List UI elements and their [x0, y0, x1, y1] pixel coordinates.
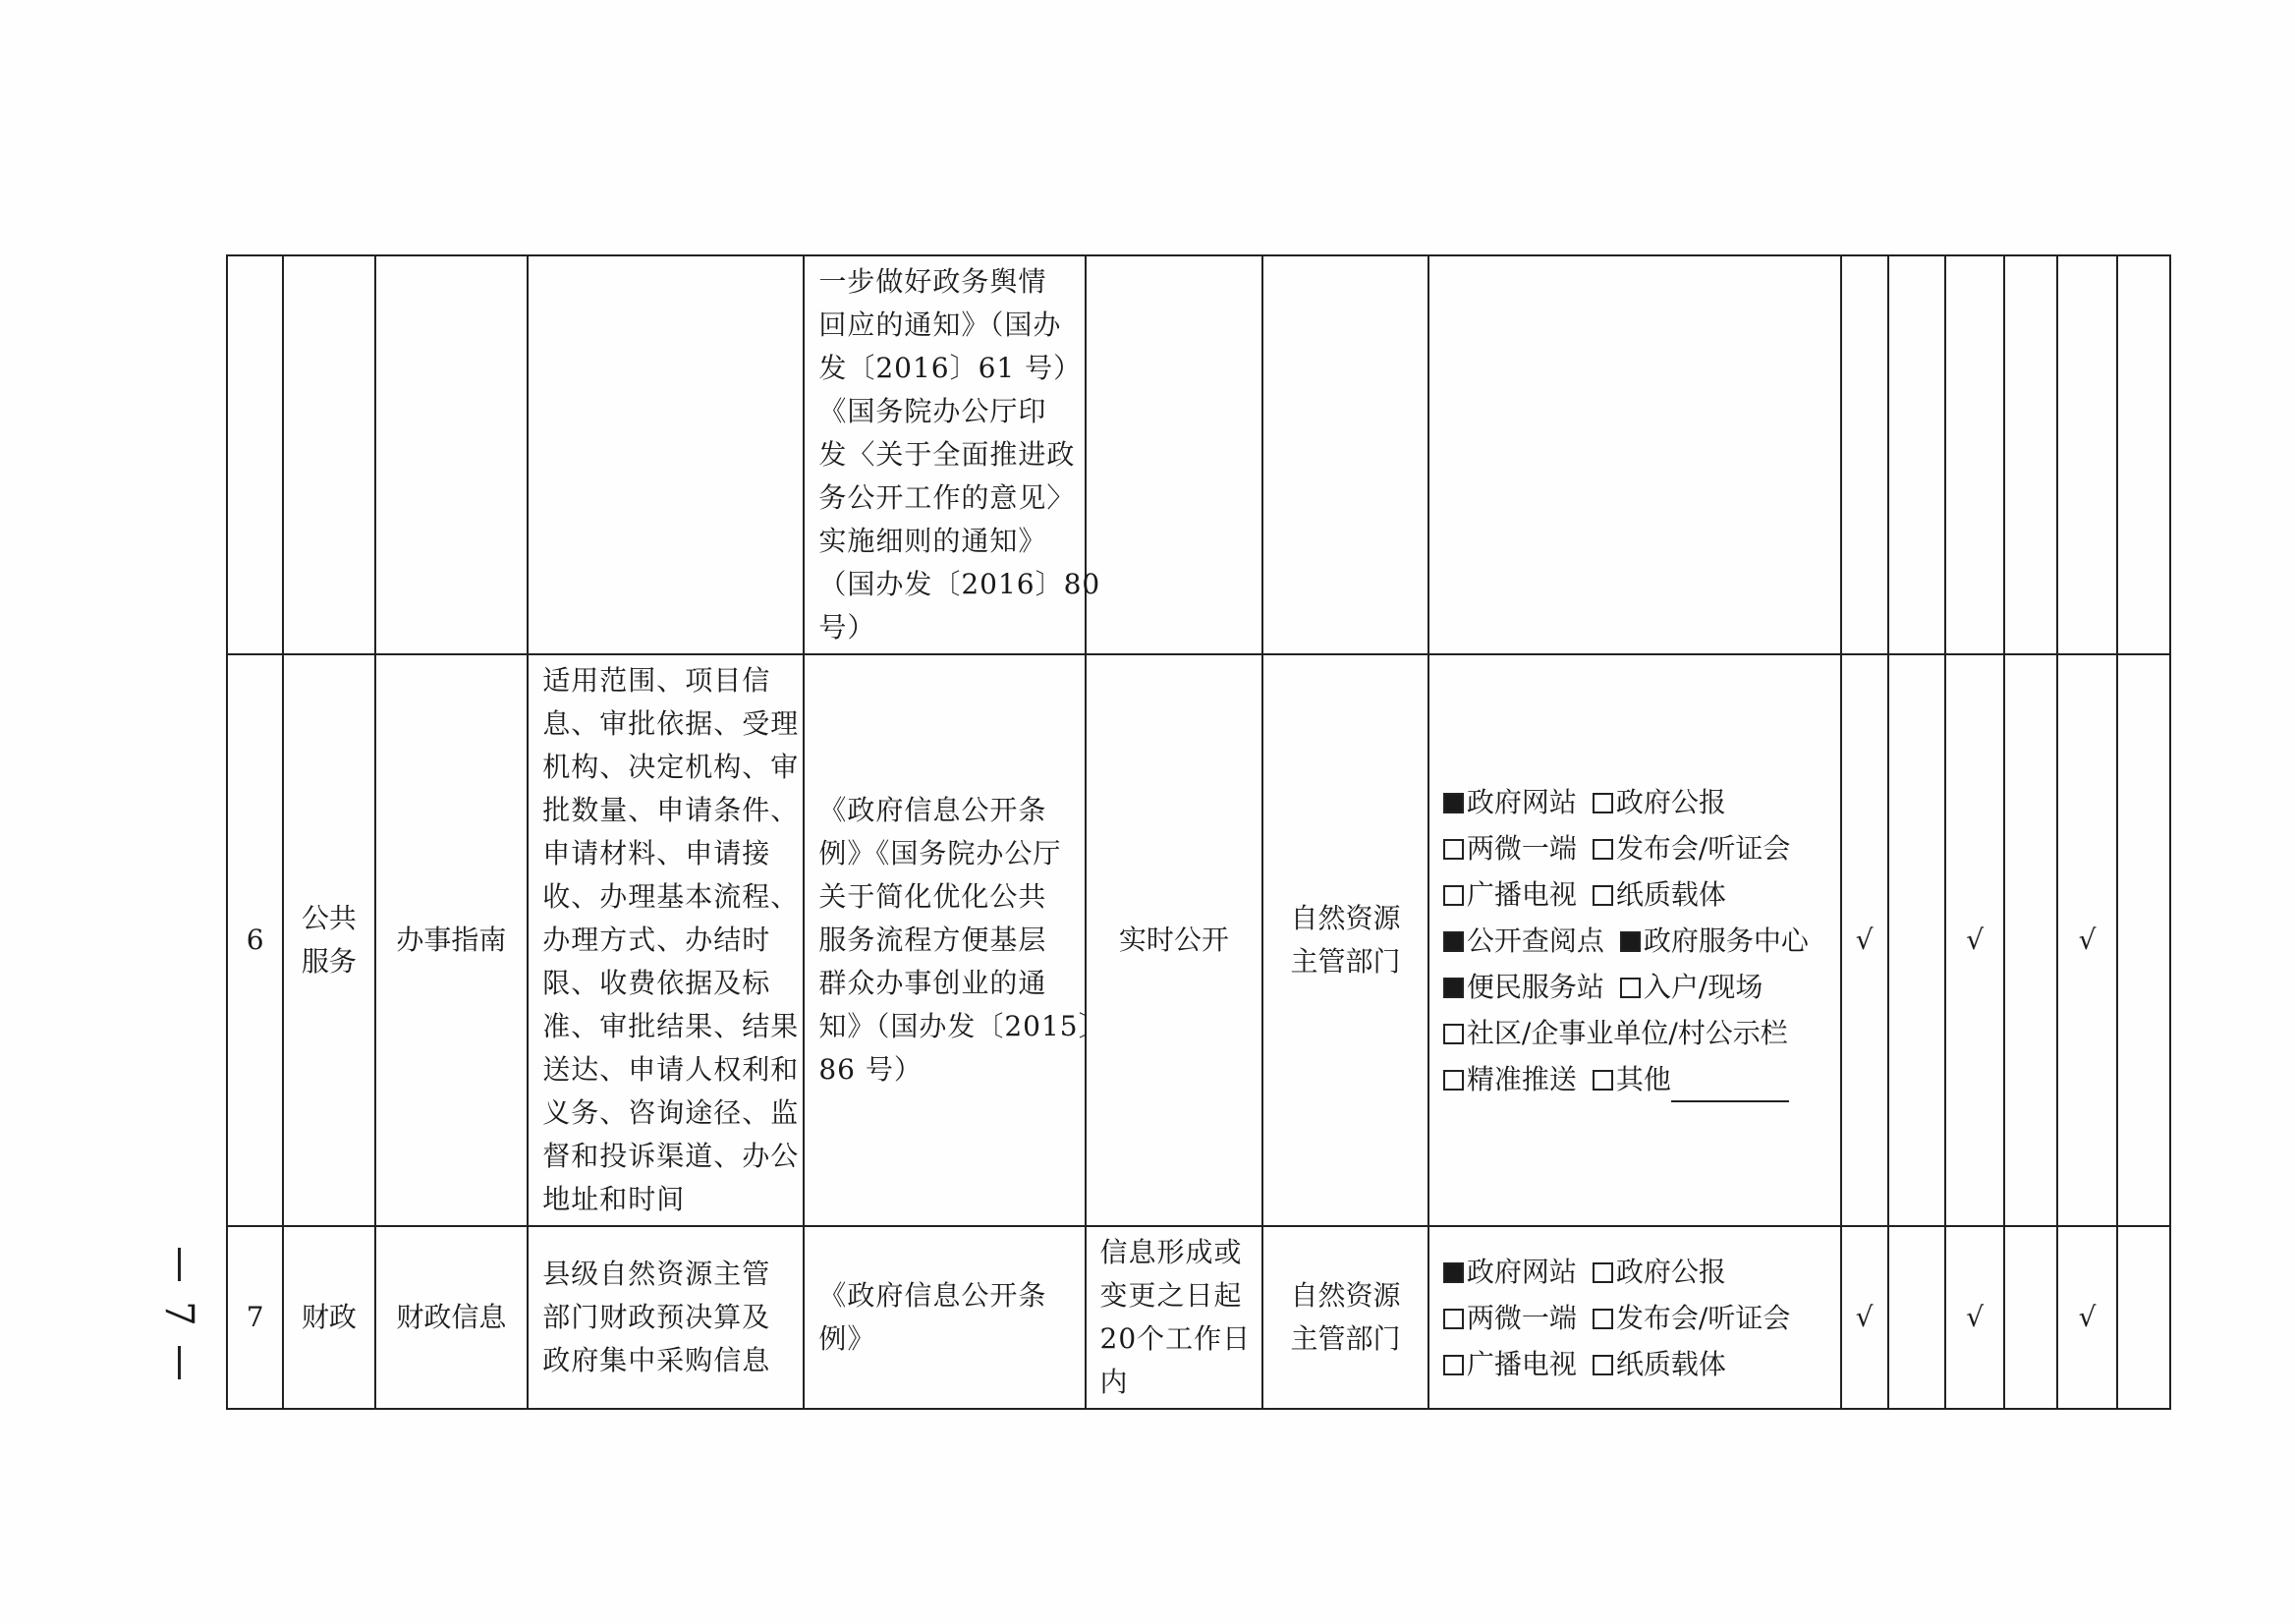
content-line: 收、办理基本流程、 [542, 880, 800, 913]
empty-box-icon[interactable] [1443, 1070, 1464, 1091]
channel-line [1443, 1341, 1826, 1387]
content-line: 准、审批结果、结果 [542, 1010, 800, 1042]
dept-line: 自然资源 [1290, 902, 1401, 934]
basis-line: 一步做好政务舆情 [818, 265, 1047, 298]
tick-cell [1888, 654, 1945, 1226]
checked-box-icon[interactable] [1443, 793, 1464, 813]
channel-line [1443, 1295, 1826, 1341]
content-text [529, 1249, 803, 1386]
channel-option[interactable] [1443, 1295, 1577, 1341]
content-line: 县级自然资源主管 [542, 1258, 771, 1290]
cell-content [528, 255, 804, 654]
disclosure-table [226, 254, 2171, 1410]
tick-cell: √ [1945, 654, 2004, 1226]
basis-line: 86 号） [818, 1053, 923, 1086]
fill-in-blank[interactable] [1671, 1075, 1789, 1102]
content-line: 地址和时间 [542, 1183, 686, 1215]
checked-box-icon[interactable] [1443, 978, 1464, 998]
channel-option[interactable] [1593, 1341, 1726, 1387]
empty-box-icon[interactable] [1443, 839, 1464, 860]
cell-num [227, 255, 283, 654]
table-row-7 [227, 1226, 2170, 1409]
content-text [529, 655, 803, 1225]
tick-cell: √ [2057, 1226, 2116, 1409]
row-category: 财政 [283, 1226, 374, 1409]
channel-label: 两微一端 [1466, 1301, 1577, 1334]
channel-option[interactable] [1593, 825, 1790, 871]
channel-label: 公开查阅点 [1466, 924, 1604, 957]
table-row-6 [227, 654, 2170, 1226]
content-line: 义务、咨询途径、监 [542, 1096, 800, 1129]
dept-line: 主管部门 [1290, 1322, 1401, 1355]
channel-list [1429, 779, 1840, 1102]
checked-box-icon[interactable] [1443, 931, 1464, 952]
cell-tick [1945, 255, 2004, 654]
channel-label: 入户/现场 [1643, 970, 1763, 1003]
row-basis [804, 654, 1107, 1226]
tick-cell [2117, 654, 2170, 1226]
row-number: 6 [227, 654, 283, 1226]
basis-line: 回应的通知》（国办 [818, 308, 1062, 341]
page-dash [178, 1346, 181, 1379]
cell-category [283, 255, 374, 654]
channel-label: 其他 [1615, 1062, 1671, 1095]
page-number [156, 1248, 201, 1395]
basis-line: 发〔2016〕61 号） [818, 352, 1083, 384]
dept-line: 主管部门 [1290, 945, 1401, 978]
tick-cell: √ [1945, 1226, 2004, 1409]
empty-box-icon[interactable] [1443, 885, 1464, 906]
row-number: 7 [227, 1226, 283, 1409]
checked-box-icon[interactable] [1443, 1262, 1464, 1283]
channel-option[interactable] [1593, 779, 1726, 825]
row-dept [1262, 654, 1428, 1226]
tick-cell [2004, 1226, 2057, 1409]
content-line: 办理方式、办结时 [542, 924, 771, 956]
basis-line: 实施细则的通知》 [818, 525, 1047, 557]
empty-box-icon[interactable] [1620, 978, 1641, 998]
channel-label: 两微一端 [1466, 831, 1577, 865]
cell-tick [2057, 255, 2116, 654]
basis-line: 关于简化优化公共 [818, 880, 1047, 913]
basis-text [805, 1270, 1084, 1365]
channel-option[interactable] [1593, 1295, 1790, 1341]
channel-option[interactable] [1593, 871, 1726, 918]
empty-box-icon[interactable] [1593, 1355, 1613, 1375]
cell-basis [804, 255, 1101, 654]
content-line: 限、收费依据及标 [542, 967, 771, 999]
channel-line [1443, 871, 1826, 918]
channel-list [1429, 1249, 1840, 1387]
empty-box-icon[interactable] [1443, 1355, 1464, 1375]
row-basis [804, 1226, 1085, 1409]
basis-line: 知》（国办发〔2015〕 [818, 1010, 1107, 1042]
channel-option[interactable] [1620, 918, 1809, 964]
channel-option[interactable] [1443, 918, 1604, 964]
cell-tick [2004, 255, 2057, 654]
time-line: 内 [1099, 1366, 1129, 1398]
channel-option[interactable] [1443, 871, 1577, 918]
row-content [528, 1226, 804, 1409]
checked-box-icon[interactable] [1620, 931, 1641, 952]
channel-option[interactable] [1443, 1056, 1577, 1102]
row-content [528, 654, 804, 1226]
content-line: 送达、申请人权利和 [542, 1053, 800, 1086]
content-line: 督和投诉渠道、办公 [542, 1140, 800, 1172]
channel-option[interactable] [1620, 964, 1763, 1010]
basis-line: 号） [818, 611, 876, 644]
page-number-text: 7 [156, 1301, 201, 1326]
dept-line: 自然资源 [1290, 1279, 1401, 1312]
tick-cell: √ [2057, 654, 2116, 1226]
row-item: 财政信息 [375, 1226, 529, 1409]
basis-line: 例》《国务院办公厅 [818, 837, 1062, 869]
time-text [1087, 1227, 1262, 1408]
cell-time [1086, 255, 1263, 654]
channel-label: 社区/企事业单位/村公示栏 [1466, 1016, 1788, 1049]
basis-line: 《政府信息公开条 [818, 794, 1047, 826]
channel-option[interactable] [1443, 1010, 1788, 1056]
time-line: 20个工作日 [1099, 1322, 1252, 1355]
channel-label: 发布会/听证会 [1615, 1301, 1791, 1334]
content-line: 部门财政预决算及 [542, 1301, 771, 1333]
channel-line [1443, 825, 1826, 871]
empty-box-icon[interactable] [1443, 1024, 1464, 1044]
channel-option[interactable] [1443, 1341, 1577, 1387]
empty-box-icon[interactable] [1593, 839, 1613, 860]
channel-option[interactable] [1443, 1249, 1577, 1295]
content-line: 政府集中采购信息 [542, 1344, 771, 1376]
row-dept [1262, 1226, 1428, 1409]
channel-label: 政府公报 [1615, 785, 1726, 818]
channel-label: 政府公报 [1615, 1255, 1726, 1288]
content-line: 息、审批依据、受理 [542, 707, 800, 740]
tick-cell: √ [1841, 654, 1888, 1226]
row-item: 办事指南 [375, 654, 529, 1226]
row-channels [1428, 1226, 1841, 1409]
channel-line [1443, 964, 1826, 1010]
channel-line [1443, 1056, 1826, 1102]
basis-line: 《国务院办公厅印 [818, 395, 1047, 427]
cell-dept [1262, 255, 1428, 654]
tick-cell [2004, 654, 2057, 1226]
empty-box-icon[interactable] [1593, 1070, 1613, 1091]
channel-label: 广播电视 [1466, 1347, 1577, 1380]
table-row-continuation [227, 255, 2170, 654]
tick-cell [1888, 1226, 1945, 1409]
channel-line [1443, 1249, 1826, 1295]
basis-line: 《政府信息公开条 [818, 1279, 1047, 1312]
cell-channels [1428, 255, 1841, 654]
basis-line: 服务流程方便基层 [818, 924, 1047, 956]
basis-line: 发〈关于全面推进政 [818, 438, 1076, 471]
empty-box-icon[interactable] [1593, 885, 1613, 906]
time-line: 变更之日起 [1099, 1279, 1243, 1312]
time-line: 信息形成或 [1099, 1236, 1243, 1268]
row-time [1086, 1226, 1263, 1409]
basis-line: 群众办事创业的通 [818, 967, 1047, 999]
basis-text [805, 785, 1107, 1095]
channel-option[interactable] [1443, 825, 1577, 871]
category-line: 公共 [301, 902, 357, 934]
cell-tick [2117, 255, 2170, 654]
channel-option[interactable] [1443, 779, 1577, 825]
channel-label: 纸质载体 [1615, 877, 1726, 911]
channel-label: 纸质载体 [1615, 1347, 1726, 1380]
content-line: 申请材料、申请接 [542, 837, 771, 869]
channel-line [1443, 1010, 1826, 1056]
page-dash [178, 1248, 181, 1281]
row-time: 实时公开 [1086, 654, 1263, 1226]
channel-line [1443, 779, 1826, 825]
empty-box-icon[interactable] [1593, 1262, 1613, 1283]
basis-line: （国办发〔2016〕80 [818, 568, 1101, 600]
content-line: 适用范围、项目信 [542, 664, 771, 697]
basis-line: 例》 [818, 1322, 876, 1355]
empty-box-icon[interactable] [1593, 793, 1613, 813]
content-line: 批数量、申请条件、 [542, 794, 800, 826]
channel-label: 政府网站 [1466, 785, 1577, 818]
basis-line: 务公开工作的意见〉 [818, 481, 1076, 514]
channel-label: 广播电视 [1466, 877, 1577, 911]
channel-option[interactable] [1593, 1249, 1726, 1295]
empty-box-icon[interactable] [1443, 1309, 1464, 1329]
channel-option[interactable] [1593, 1056, 1789, 1102]
channel-line [1443, 918, 1826, 964]
row-channels [1428, 654, 1841, 1226]
tick-cell: √ [1841, 1226, 1888, 1409]
category-line: 服务 [301, 945, 357, 978]
channel-label: 政府服务中心 [1643, 924, 1809, 957]
content-line: 机构、决定机构、审 [542, 751, 800, 783]
row-category [283, 654, 374, 1226]
cell-tick [1841, 255, 1888, 654]
cell-tick [1888, 255, 1945, 654]
empty-box-icon[interactable] [1593, 1309, 1613, 1329]
channel-label: 发布会/听证会 [1615, 831, 1791, 865]
basis-text [805, 256, 1101, 653]
channel-label: 政府网站 [1466, 1255, 1577, 1288]
channel-label: 便民服务站 [1466, 970, 1604, 1003]
channel-option[interactable] [1443, 964, 1604, 1010]
cell-item [375, 255, 529, 654]
channel-label: 精准推送 [1466, 1062, 1577, 1095]
tick-cell [2117, 1226, 2170, 1409]
